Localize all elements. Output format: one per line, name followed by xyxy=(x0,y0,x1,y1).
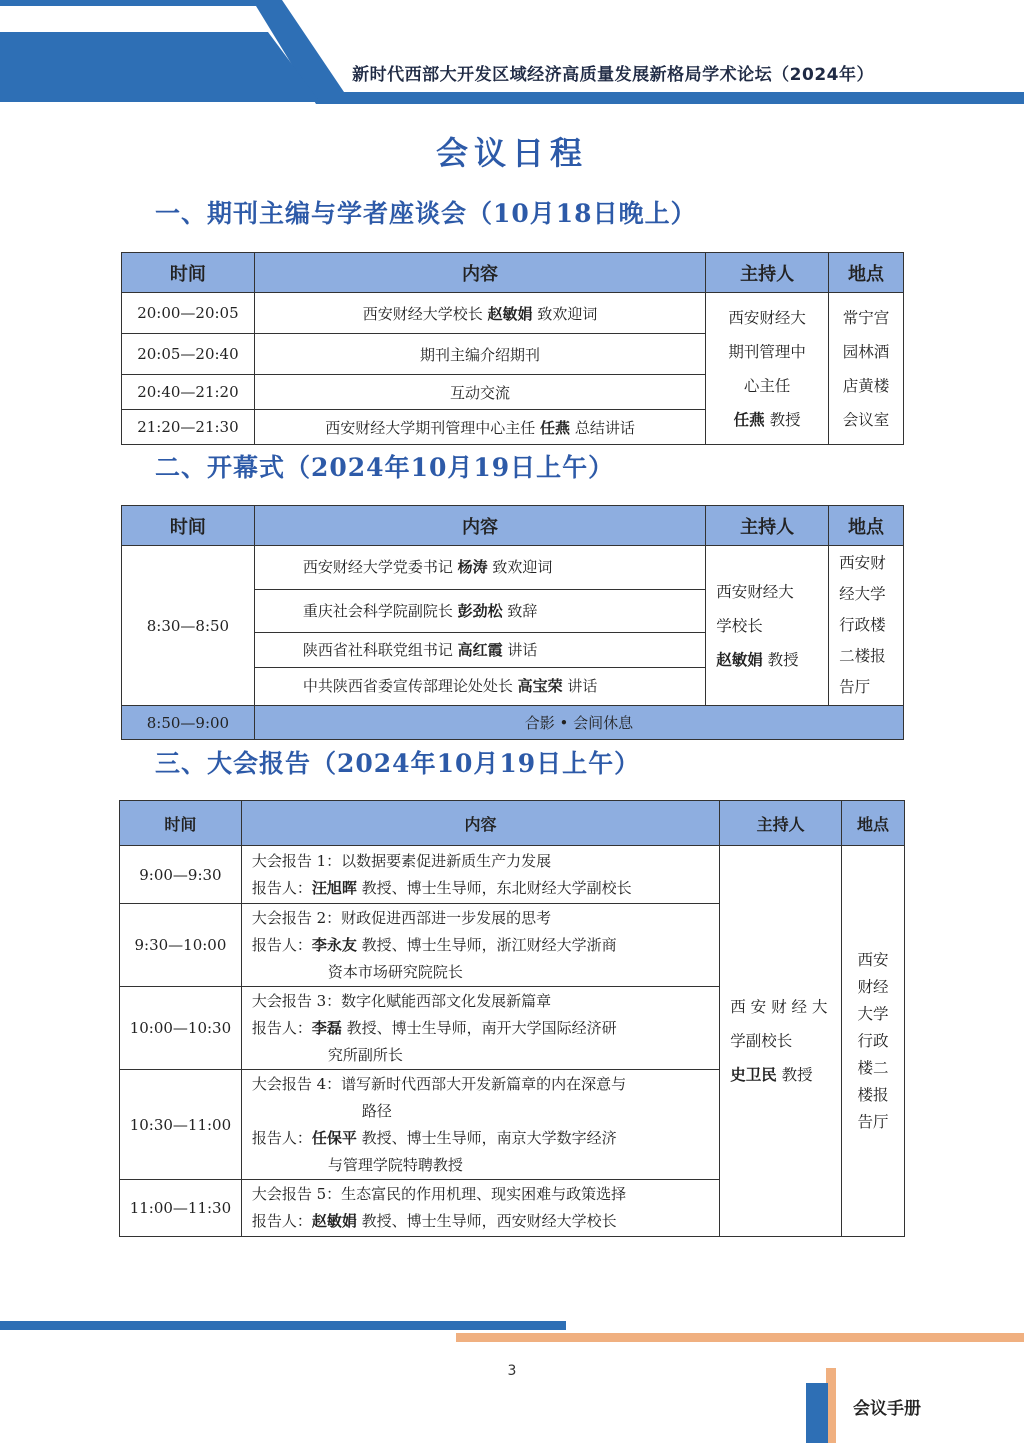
break-row xyxy=(122,706,904,740)
venue-cell: 西安 财经 大学 行政 楼二 楼报 告厅 xyxy=(842,846,905,1237)
time-cell: 10:30—11:00 xyxy=(120,1070,242,1180)
content-cell: 西安财经大学党委书记 杨涛 致欢迎词 xyxy=(254,546,705,590)
footer-bar-orange xyxy=(456,1333,1024,1342)
break-time: 8:50—9:00 xyxy=(122,706,255,740)
time-cell: 9:30—10:00 xyxy=(120,904,242,987)
content-cell: 中共陕西省委宣传部理论处处长 高宝荣 讲话 xyxy=(254,668,705,706)
content-cell: 重庆社会科学院副院长 彭劲松 致辞 xyxy=(254,590,705,633)
time-cell: 11:00—11:30 xyxy=(120,1180,242,1237)
content-cell: 陕西省社科联党组书记 高红霞 讲话 xyxy=(254,633,705,668)
time-cell: 9:00—9:30 xyxy=(120,846,242,904)
time-cell: 20:00—20:05 xyxy=(122,293,255,334)
time-cell: 20:40—21:20 xyxy=(122,375,255,410)
footer-label: 会议手册 xyxy=(853,1399,921,1419)
col-host: 主持人 xyxy=(706,253,829,293)
table-forum xyxy=(121,252,904,445)
header-title: 新时代西部大开发区域经济高质量发展新格局学术论坛（2024年） xyxy=(352,65,874,85)
col-content: 内容 xyxy=(254,506,705,546)
col-time: 时间 xyxy=(122,253,255,293)
content-cell: 互动交流 xyxy=(254,375,705,410)
section-2-heading: 二、开幕式（2024年10月19日上午） xyxy=(155,453,615,482)
section-3-heading: 三、大会报告（2024年10月19日上午） xyxy=(155,749,641,778)
header-banner xyxy=(0,0,1024,104)
table-row xyxy=(120,846,905,904)
time-cell: 21:20—21:30 xyxy=(122,410,255,445)
host-cell: 西安财经大 期刊管理中 心主任 任燕 教授 xyxy=(706,293,829,445)
venue-cell: 常宁宫 园林酒 店黄楼 会议室 xyxy=(829,293,904,445)
table-row xyxy=(122,546,904,590)
content-cell: 西安财经大学期刊管理中心主任 任燕 总结讲话 xyxy=(254,410,705,445)
col-venue: 地点 xyxy=(829,506,904,546)
col-host: 主持人 xyxy=(720,801,842,846)
break-text: 合影 • 会间休息 xyxy=(254,706,903,740)
time-cell: 20:05—20:40 xyxy=(122,334,255,375)
content-cell: 西安财经大学校长 赵敏娟 致欢迎词 xyxy=(254,293,705,334)
content-cell: 大会报告 1：以数据要素促进新质生产力发展 报告人：汪旭晖 教授、博士生导师，东北财经大学副校长 xyxy=(241,846,719,904)
section-1-heading: 一、期刊主编与学者座谈会（10月18日晚上） xyxy=(155,199,697,228)
time-cell: 10:00—10:30 xyxy=(120,987,242,1070)
table-reports xyxy=(119,800,905,1237)
content-cell: 大会报告 4：谱写新时代西部大开发新篇章的内在深意与 路径 报告人：任保平 教授、博士生导师，南京大学数字经济 与管理学院特聘教授 xyxy=(241,1070,719,1180)
col-venue: 地点 xyxy=(842,801,905,846)
time-cell: 8:30—8:50 xyxy=(122,546,255,706)
page-number: 3 xyxy=(507,1363,517,1379)
content-cell: 期刊主编介绍期刊 xyxy=(254,334,705,375)
page-title: 会议日程 xyxy=(435,134,588,172)
col-content: 内容 xyxy=(241,801,719,846)
col-venue: 地点 xyxy=(829,253,904,293)
content-cell: 大会报告 3：数字化赋能西部文化发展新篇章 报告人：李磊 教授、博士生导师，南开大学国际经济研 究所副所长 xyxy=(241,987,719,1070)
table-row xyxy=(122,293,904,334)
col-time: 时间 xyxy=(120,801,242,846)
host-cell: 西 安 财 经 大 学副校长 史卫民 教授 xyxy=(720,846,842,1237)
venue-cell: 西安财 经大学 行政楼 二楼报 告厅 xyxy=(829,546,904,706)
col-host: 主持人 xyxy=(706,506,829,546)
table-opening xyxy=(121,505,904,740)
content-cell: 大会报告 2：财政促进西部进一步发展的思考 报告人：李永友 教授、博士生导师，浙江财经大学浙商 资本市场研究院院长 xyxy=(241,904,719,987)
content-cell: 大会报告 5：生态富民的作用机理、现实困难与政策选择 报告人：赵敏娟 教授、博士生导师，西安财经大学校长 xyxy=(241,1180,719,1237)
corner-accent-blue xyxy=(806,1383,828,1443)
footer-bar-blue xyxy=(0,1321,566,1330)
col-time: 时间 xyxy=(122,506,255,546)
host-cell: 西安财经大 学校长 赵敏娟 教授 xyxy=(706,546,829,706)
col-content: 内容 xyxy=(254,253,705,293)
